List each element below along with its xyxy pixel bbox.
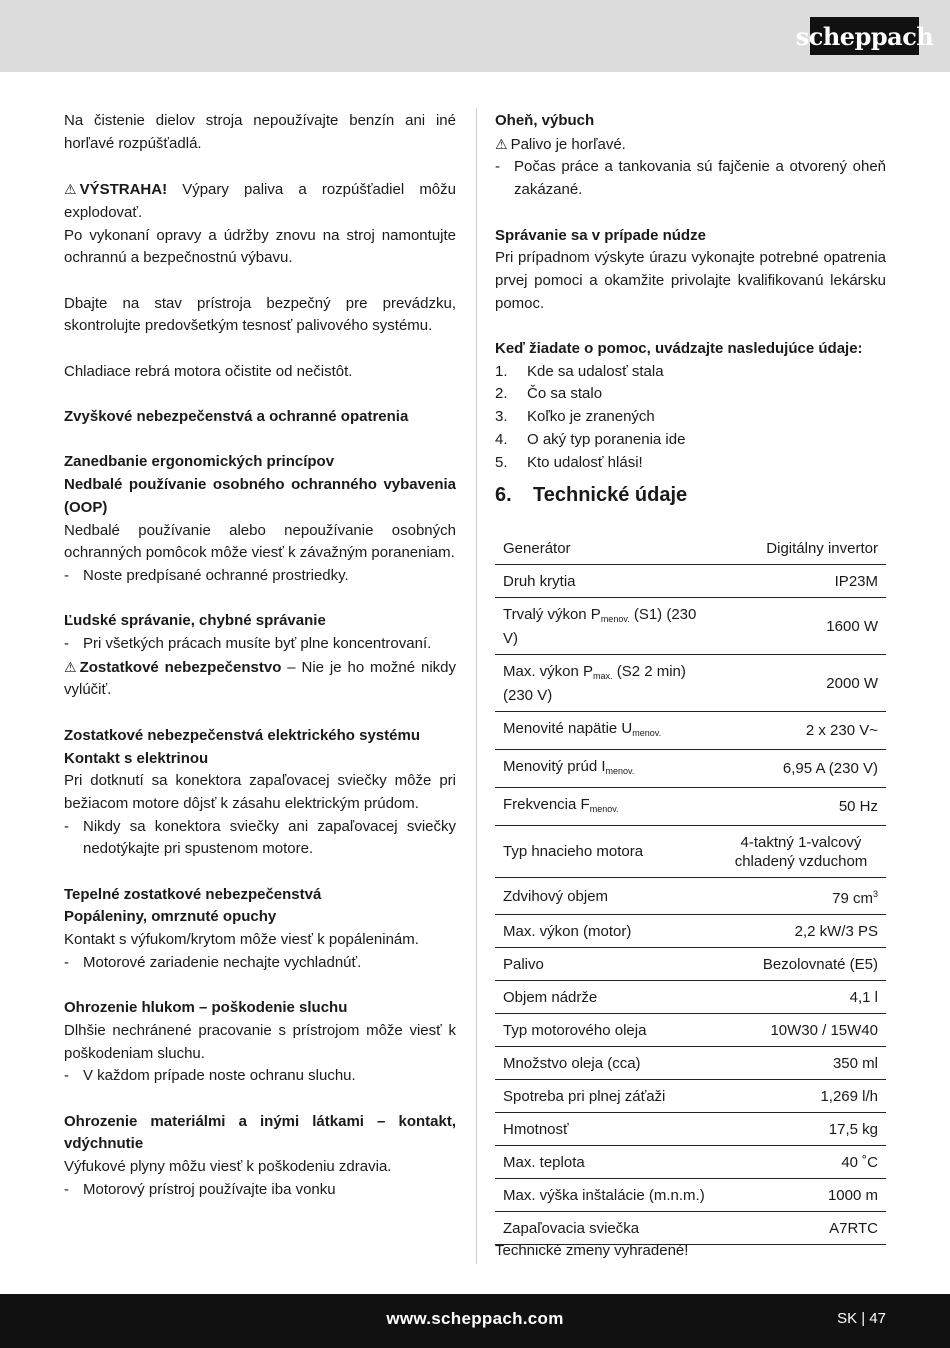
warning-triangle-icon: ⚠ — [495, 135, 508, 152]
table-row: Max. teplota 40 ˚C — [495, 1145, 886, 1178]
table-row: Palivo Bezolovnaté (E5) — [495, 947, 886, 980]
warning-triangle-icon: ⚠ — [64, 658, 77, 675]
list-item: - Noste predpísané ochranné prostriedky. — [64, 566, 349, 584]
list-item: - Nikdy sa konektora sviečky ani zapaľovacej sviečky nedotýkajte pri spustenom motore. — [64, 817, 456, 858]
footer-bar — [0, 1294, 950, 1348]
table-row: Objem nádrže 4,1 l — [495, 980, 886, 1013]
heading: Oheň, výbuch — [495, 112, 595, 129]
brand-logo: scheppach — [810, 17, 919, 55]
table-row: Frekvencia $F_{menov.}$ 50 Hz — [495, 787, 886, 825]
paragraph: Kontakt s výfukom/krytom môže viesť k popáleninám. — [64, 931, 419, 949]
heading: Správanie sa v prípade núdze — [495, 226, 706, 244]
website-link[interactable]: www.scheppach.com — [386, 1309, 564, 1328]
warning-paragraph: ⚠ VÝSTRAHA! Výpary paliva a rozpúšťadiel môžu explodovať. — [64, 178, 456, 224]
paragraph: Výfukové plyny môžu viesť k poškodeniu zdravia. — [64, 1158, 392, 1176]
paragraph: Na čistenie dielov stroja nepoužívajte benzín ani iné horľavé rozpúšťadlá. — [64, 112, 456, 152]
heading: Zanedbanie ergonomických princípov — [64, 453, 335, 471]
heading: Keď žiadate o pomoc, uvádzajte nasledujúce údaje: — [495, 340, 863, 357]
list-item: - Pri všetkých prácach musíte byť plne koncentrovaní. — [64, 635, 432, 653]
table-row: Zapaľovacia sviečka A7RTC — [495, 1211, 886, 1244]
right-column — [495, 110, 886, 1245]
heading: Zostatkové nebezpečenstvá elektrického systému — [64, 726, 420, 744]
table-row: Množstvo oleja (cca) 350 ml — [495, 1046, 886, 1079]
paragraph: Chladiace rebrá motora očistite od nečistôt. — [64, 362, 353, 380]
table-row: Hmotnosť 17,5 kg — [495, 1112, 886, 1145]
residual-risk-paragraph: ⚠ Zostatkové nebezpečenstvo – Nie je ho možné nikdy vylúčiť. — [64, 656, 456, 702]
paragraph: Nedbalé používanie alebo nepoužívanie osobných ochranných pomôcok môže viesť k závažným poraneniam. — [64, 521, 456, 562]
list-item: 5. Kto udalosť hlási! — [495, 453, 643, 471]
technical-data-table — [495, 532, 886, 1245]
list-item: 3. Koľko je zranených — [495, 408, 655, 426]
heading: Popáleniny, omrznuté opuchy — [64, 908, 277, 926]
table-row: Generátor Digitálny invertor — [495, 532, 886, 565]
list-item: 1. Kde sa udalosť stala — [495, 362, 664, 380]
table-row: Spotreba pri plnej záťaži 1,269 l/h — [495, 1079, 886, 1112]
paragraph: Dbajte na stav prístroja bezpečný pre prevádzku, skontrolujte predovšetkým tesnosť palivového systému. — [64, 294, 456, 335]
header-bar — [0, 0, 950, 72]
table-row: Max. výkon $P_{max.}$ (S2 2 min) (230 V) 2000 W — [495, 654, 886, 711]
section-title: 6. Technické údaje — [495, 484, 688, 507]
column-divider — [476, 108, 477, 1264]
table-row: Max. výkon (motor) 2,2 kW/3 PS — [495, 914, 886, 947]
table-row: Trvalý výkon $P_{menov.}$ (S1) (230 V) 1600 W — [495, 597, 886, 654]
list-item: 2. Čo sa stalo — [495, 385, 603, 403]
left-column — [64, 110, 456, 1202]
table-row: Menovité napätie $U_{menov.}$ 2 x 230 V~ — [495, 711, 886, 749]
warning-triangle-icon: ⚠ — [64, 181, 77, 198]
table-row: Menovitý prúd $I_{menov.}$ 6,95 A (230 V) — [495, 749, 886, 787]
list-item: 4. O aký typ poranenia ide — [495, 430, 686, 448]
paragraph: Dlhšie nechránené pracovanie s prístrojom môže viesť k poškodeniam sluchu. — [64, 1021, 456, 1062]
paragraph: Pri dotknutí sa konektora zapaľovacej sviečky môže pri bežiacom motore dôjsť k zásahu elektrickým prúdom. — [64, 772, 456, 812]
paragraph: Pri prípadnom výskyte úrazu vykonajte potrebné opatrenia prvej pomoci a okamžite privolajte kvalifikovanú lekársku pomoc. — [495, 249, 886, 312]
heading: Ľudské správanie, chybné správanie — [64, 612, 326, 630]
table-row: Max. výška inštalácie (m.n.m.) 1000 m — [495, 1178, 886, 1211]
heading: Nedbalé používanie osobného ochranného vybavenia (OOP) — [64, 476, 456, 516]
heading: Tepelné zostatkové nebezpečenstvá — [64, 885, 322, 903]
paragraph: Po vykonaní opravy a údržby znovu na stroj namontujte ochrannú a bezpečnostnú výbavu. — [64, 226, 456, 267]
heading: Kontakt s elektrinou — [64, 749, 209, 767]
heading: Ohrozenie hlukom – poškodenie sluchu — [64, 999, 348, 1017]
technical-changes-note: Technické zmeny vyhradené! — [495, 1242, 689, 1259]
list-item: - Motorové zariadenie nechajte vychladnúť. — [64, 953, 362, 971]
heading: Zvyškové nebezpečenstvá a ochranné opatrenia — [64, 408, 409, 426]
emergency-info-list — [495, 361, 886, 475]
list-item: - V každom prípade noste ochranu sluchu. — [64, 1067, 356, 1085]
list-item: - Počas práce a tankovania sú fajčenie a otvorený oheň zakázané. — [495, 158, 886, 199]
fuel-warning: ⚠ Palivo je horľavé. — [495, 133, 886, 157]
page-number: SK | 47 — [837, 1310, 886, 1327]
table-row: Typ hnacieho motora 4-taktný 1-valcový chladený vzduchom — [495, 825, 886, 877]
table-row: Zdvihový objem 79 $cm^3$ — [495, 877, 886, 914]
warning-label: VÝSTRAHA! — [79, 181, 168, 199]
heading: Ohrozenie materiálmi a inými látkami – kontakt, vdýchnutie — [64, 1112, 456, 1153]
table-row: Druh krytia IP23M — [495, 564, 886, 597]
table-row: Typ motorového oleja 10W30 / 15W40 — [495, 1013, 886, 1046]
list-item: - Motorový prístroj používajte iba vonku — [64, 1180, 336, 1198]
